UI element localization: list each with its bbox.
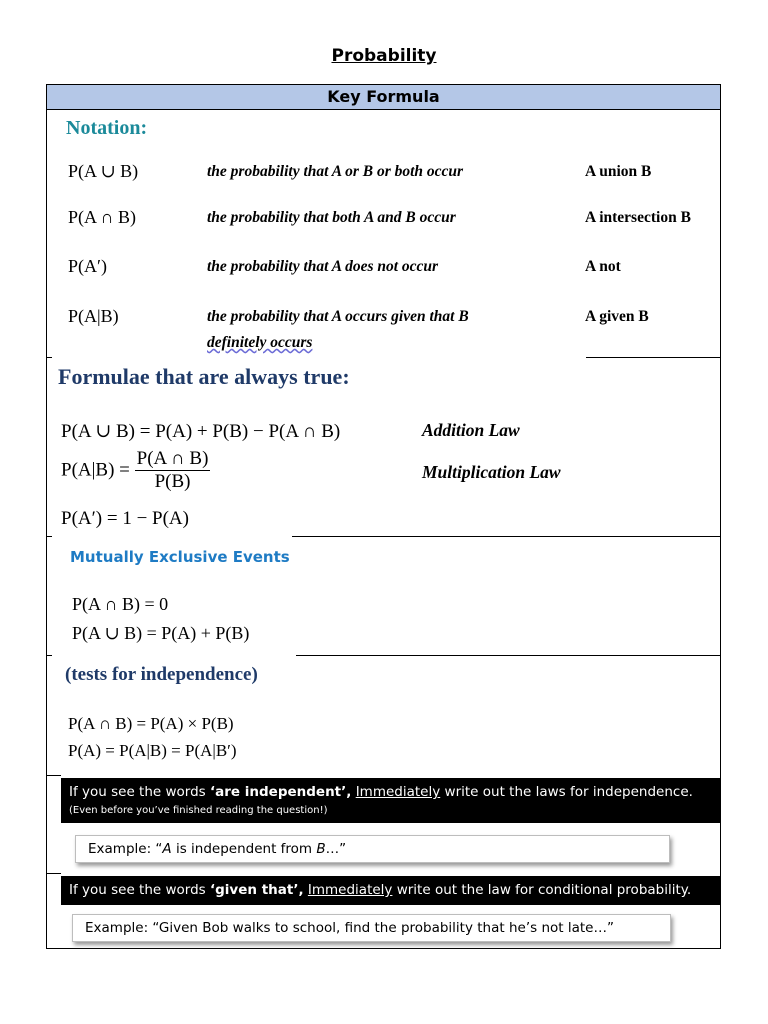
notation-expr-not: P(A′) — [68, 256, 107, 276]
mutually-exclusive-heading: Mutually Exclusive Events — [70, 548, 290, 566]
divider-stub — [46, 775, 61, 776]
multiplication-law-expr — [61, 448, 210, 493]
notation-expr-intersection: P(A ∩ B) — [68, 207, 137, 227]
always-true-heading: Formulae that are always true: — [58, 364, 350, 389]
banner-underlined-word: Immediately — [307, 882, 393, 898]
example-text-part: is independent from — [171, 841, 317, 857]
example-text-part: …” — [325, 841, 347, 857]
notation-heading: Notation: — [66, 117, 148, 139]
example-variable: A — [162, 841, 172, 857]
addition-law-expr: P(A ∪ B) = P(A) + P(B) − P(A ∩ B) — [61, 421, 341, 442]
mult-numerator: P(A ∩ B) — [136, 448, 209, 469]
mult-fraction — [135, 448, 211, 493]
page-title: Probability — [331, 46, 437, 66]
mutually-exclusive-line2: P(A ∪ B) = P(A) + P(B) — [72, 623, 250, 643]
banner-text-part: write out the laws for independence. — [440, 784, 693, 800]
independence-heading: (tests for independence) — [65, 664, 258, 685]
notation-desc-intersection: the probability that both A and B occur — [207, 209, 456, 226]
independence-banner — [61, 778, 720, 823]
banner-text-part: If you see the words — [69, 784, 211, 800]
notation-name-not: A not — [585, 258, 621, 275]
banner-underlined-word: Immediately — [355, 784, 441, 800]
example-variable: B — [316, 841, 326, 857]
divider-stub — [46, 536, 52, 537]
notation-desc-given-cont — [207, 334, 312, 352]
notation-name-union: A union B — [585, 163, 652, 180]
complement-expr: P(A′) = 1 − P(A) — [61, 508, 189, 529]
notation-desc-given: the probability that A occurs given that B — [207, 308, 469, 325]
divider — [586, 357, 721, 358]
key-formula-header: Key Formula — [47, 85, 720, 110]
notation-expr-given: P(A|B) — [68, 306, 119, 326]
independence-line2: P(A) = P(A|B) = P(A|B′) — [68, 741, 237, 760]
multiplication-law-label: Multiplication Law — [422, 462, 561, 482]
conditional-banner — [61, 876, 720, 905]
conditional-banner-text — [69, 882, 691, 898]
divider-stub — [46, 357, 52, 358]
addition-law-label: Addition Law — [422, 420, 520, 440]
notation-name-given: A given B — [585, 308, 649, 325]
notation-name-intersection: A intersection B — [585, 209, 691, 226]
notation-desc-not: the probability that A does not occur — [207, 258, 439, 275]
divider-stub — [46, 655, 52, 656]
mult-lhs: P(A|B) = — [61, 459, 130, 481]
banner-bold-phrase: ‘are independent’, — [210, 784, 352, 800]
divider-stub — [46, 873, 61, 874]
divider — [296, 655, 721, 656]
notation-expr-union: P(A ∪ B) — [68, 161, 139, 181]
banner-bold-phrase: ‘given that’, — [210, 882, 304, 898]
divider — [292, 536, 721, 537]
independence-banner-subtext: (Even before you’ve finished reading the question!) — [69, 805, 328, 816]
mult-denominator: P(B) — [154, 471, 191, 492]
banner-text-part: write out the law for conditional probability. — [392, 882, 692, 898]
example-box-given-that: Example: “Given Bob walks to school, find the probability that he’s not late…” — [72, 914, 671, 942]
independence-line1: P(A ∩ B) = P(A) × P(B) — [68, 714, 234, 733]
example-text-part: Example: “ — [88, 841, 163, 857]
banner-text-part: If you see the words — [69, 882, 211, 898]
mutually-exclusive-line1: P(A ∩ B) = 0 — [72, 594, 169, 614]
wavy-text: definitely occurs — [207, 334, 313, 351]
notation-desc-union: the probability that A or B or both occur — [207, 163, 464, 180]
independence-banner-text — [69, 784, 693, 800]
example-box-independent — [75, 835, 670, 863]
